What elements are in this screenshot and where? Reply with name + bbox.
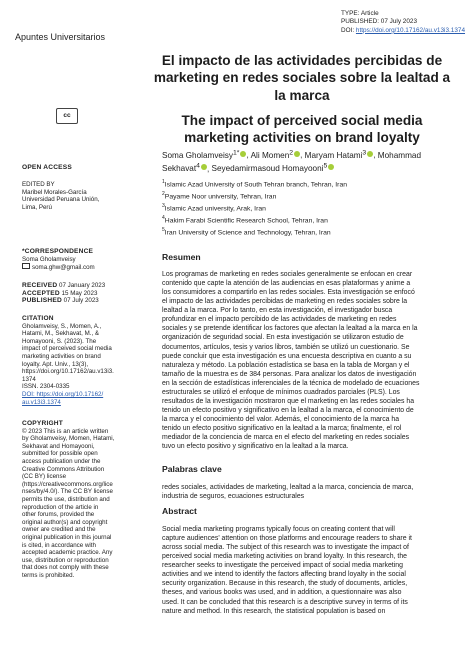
citation-line: loyalty. Apt. Univ., 13(3),: [22, 360, 89, 368]
citation-label: CITATION: [22, 315, 54, 322]
citation-line: Hatami, M., Sekhavat, M., &: [22, 330, 100, 338]
citation-block: [22, 315, 142, 406]
correspondence-block: [22, 248, 142, 272]
article-meta: [341, 10, 465, 35]
copyright-line: submitted for possible open: [22, 450, 98, 458]
affiliations: [162, 178, 458, 238]
accepted-row: ACCEPTED 15 May 2023: [22, 289, 98, 297]
correspondence-email[interactable]: soma.ghw@gmail.com: [32, 264, 95, 272]
published-row: PUBLISHED 07 July 2023: [22, 297, 99, 305]
cc-license-icon[interactable]: cc: [56, 108, 78, 124]
edited-by-label: EDITED BY: [22, 181, 55, 188]
orcid-icon[interactable]: [367, 151, 373, 157]
resumen-line: organización de seguridad social. En esta investigación se utilizaron estudio de: [162, 334, 404, 342]
orcid-icon[interactable]: [201, 164, 207, 170]
orcid-icon[interactable]: [328, 164, 334, 170]
citation-line: https://doi.org/10.17162/au.v13i3.: [22, 368, 114, 376]
resumen-line: documentos, artículos, tesis y varios libros, también se utilizó un cuestionario. Se: [162, 343, 410, 351]
copyright-line: is cited, in accordance with: [22, 541, 96, 549]
author: Maryam Hatami$^3$: [305, 151, 374, 160]
copyright-line: Sekhavat and Homayooni,: [22, 442, 95, 450]
author: Soma Gholamveisy$^{1*}$: [162, 151, 246, 160]
abstract-heading: Abstract: [162, 506, 197, 516]
resumen-line: la marca y el conocimiento del valor. Además, el conocimiento de la marca ha: [162, 416, 400, 423]
abstract-line: nature and method. In this research, the statistical population is based on: [162, 607, 386, 615]
resumen-line: mediador de la conciencia de marca en el efecto del marketing en redes sociales: [162, 434, 410, 442]
editor-name: Maribel Morales-García: [22, 188, 87, 196]
doi-label: DOI:: [341, 26, 355, 34]
doi-line: [341, 27, 465, 35]
citation-line: Gholamveisy, S., Momen, A.,: [22, 322, 102, 330]
journal-name: Apuntes Universitarios: [15, 32, 106, 42]
article-type: TYPE: Article: [341, 10, 379, 17]
resumen-line: tenido un efecto positivo significativo en la lealtad a la marca; finalmente, el rol: [162, 425, 402, 433]
resumen-line: contenido que capte la atención de las audiencias en esas plataformas y anime a: [162, 280, 411, 288]
copyright-line: (https://creativecommons.org/lice: [22, 480, 113, 488]
resumen-line: sociales y se pretende identificar los factores que afectan la lealtad a la marca en la: [162, 325, 418, 333]
doi-link[interactable]: https://doi.org/10.17162/au.v13i3.1374: [355, 26, 466, 34]
author: Ali Momen$^2$: [251, 151, 301, 160]
copyright-line: permits the use, distribution and: [22, 495, 110, 503]
abstract-line: activities and we intend to identify the factors affecting brand loyalty in the social: [162, 571, 406, 579]
citation-doi-link[interactable]: DOI: https://doi.org/10.17162/: [22, 390, 104, 398]
resumen-line: naturaleza y método. La población estadística se basa en la tabla de Morgan y el: [162, 361, 410, 369]
abstract-line: security organization. Because in this research, the study of documents, articles,: [162, 580, 408, 588]
affiliation: $^1$Islamic Azad University of South Tehran branch, Tehran, Iran: [162, 179, 348, 189]
copyright-line: (CC BY) license: [22, 473, 67, 481]
abstract-body: [162, 525, 458, 616]
editor-place: Lima, Perú: [22, 203, 52, 211]
copyright-line: original author(s) and copyright: [22, 518, 108, 526]
open-access-label: OPEN ACCESS: [22, 164, 72, 171]
resumen-line: estructurales se utilizó el enfoque de mínimos cuadrados parciales (PLS). Los: [162, 388, 400, 396]
copyright-line: reproduction of the article in: [22, 503, 99, 511]
copyright-line: Creative Commons Attribution: [22, 465, 105, 473]
resumen-line: lealtad a la marca. Por lo tanto, en esta investigación, el investigador busca: [162, 307, 393, 315]
keywords-line: redes sociales, actividades de marketing, lealtad a la marca, conciencia de marca,: [162, 484, 414, 491]
keywords-body: [162, 483, 458, 501]
copyright-line: © 2023 This is an article written: [22, 427, 109, 435]
keywords-heading: Palabras clave: [162, 464, 222, 474]
editor-block: [22, 181, 142, 211]
correspondence-email-row: [22, 263, 142, 272]
resumen-line: tenido un efecto positivo y significativo en la lealtad a la marca, el conocimiento de: [162, 406, 414, 414]
citation-line: 1374: [22, 375, 36, 383]
copyright-line: that does not comply with these: [22, 564, 109, 572]
resumen-line: el impacto de las actividades percibidas de marketing en redes sociales sobre la: [162, 298, 408, 306]
issn: ISSN. 2304-0335: [22, 383, 70, 391]
dates-block: [22, 282, 142, 305]
orcid-icon[interactable]: [294, 151, 300, 157]
copyright-line: other forums, provided the: [22, 511, 95, 519]
correspondence-name: Soma Gholamveisy: [22, 255, 76, 263]
copyright-block: [22, 420, 142, 579]
affiliation: $^4$Hakim Farabi Scientific Research School, Tehran, Iran: [162, 215, 328, 225]
abstract-line: researcher seeks to investigate the perceived impact of social media marketing: [162, 562, 403, 570]
orcid-icon[interactable]: [240, 151, 246, 157]
abstract-line: theses, and various books was used, and in addition, a questionnaire was also: [162, 589, 402, 597]
abstract-line: across social media. The subject of this research was to investigate the impact of: [162, 544, 409, 552]
resumen-line: resultados de la investigación mostraron que el marketing en las redes sociales ha: [162, 397, 415, 405]
abstract-line: capture audiences' attention on those platforms and encourage readers to share it: [162, 535, 412, 543]
citation-line: Homayooni, S. (2023). The: [22, 337, 97, 345]
affiliation: $^3$Islamic Azad university, Arak, Iran: [162, 203, 266, 213]
resumen-line: en la sección de estadísticas inferenciales de la técnica de modelado de ecuaciones: [162, 379, 420, 387]
mail-icon: [22, 263, 30, 269]
citation-line: marketing activities on brand: [22, 352, 101, 360]
keywords-line: industria de seguros, ecuaciones estructurales: [162, 493, 305, 501]
resumen-line: tamaño de la muestra es de 384 personas. Para analizar los datos de investigación: [162, 370, 417, 378]
received-row: RECEIVED 07 January 2023: [22, 282, 106, 289]
copyright-line: owner are credited and the: [22, 526, 96, 534]
resumen-line: Los programas de marketing en redes sociales generalmente se enfocan en crear: [162, 271, 413, 278]
title-english: The impact of perceived social media marketing activities on brand loyalty: [181, 113, 423, 146]
editor-affiliation: Universidad Peruana Unión,: [22, 196, 100, 204]
copyright-line: terms is prohibited.: [22, 571, 75, 579]
title-spanish: El impacto de las actividades percibidas de marketing en redes sociales sobre la lealtad a la marca: [153, 53, 451, 103]
copyright-line: original publication in this journal: [22, 533, 112, 541]
resumen-body: [162, 270, 458, 451]
copyright-line: access publication under the: [22, 457, 101, 465]
affiliation: $^5$Iran University of Science and Technology, Tehran, Iran: [162, 227, 331, 237]
author-list: Soma Gholamveisy$^{1*}$ , Ali Momen$^2$ , Maryam Hatami$^3$ , Mohammad Sekhavat$^4$ , Seyedamirmasoud Homayooni$^5$: [162, 149, 422, 174]
correspondence-label: *CORRESPONDENCE: [22, 248, 94, 255]
abstract-line: used. It can be concluded that this research is a descriptive survey in terms of its: [162, 598, 408, 606]
resumen-line: profundizar en el impacto percibido de las actividades de marketing en redes: [162, 316, 397, 324]
copyright-line: use, distribution or reproduction: [22, 556, 109, 564]
resumen-line: tuvo un efecto positivo y significativo en la lealtad a la marca.: [162, 443, 349, 451]
author: Seyedamirmasoud Homayooni$^5$: [212, 164, 335, 173]
abstract-line: perceived social media marketing activities on brand loyalty. In this research, the: [162, 553, 407, 561]
affiliation: $^2$Payame Noor university, Tehran, Iran: [162, 191, 277, 201]
citation-doi-link[interactable]: au.v13i3.1374: [22, 398, 61, 406]
published-line: PUBLISHED: 07 July 2023: [341, 18, 418, 26]
resumen-heading: Resumen: [162, 252, 201, 262]
copyright-line: nses/by/4.0/). The CC BY license: [22, 488, 113, 496]
copyright-label: COPYRIGHT: [22, 420, 63, 427]
copyright-line: accepted academic practice. Any: [22, 549, 113, 557]
author: Mohammad Sekhavat$^4$: [162, 150, 422, 174]
resumen-line: puede concluir que esta investigación es una encuesta descriptiva en cuanto a su: [162, 352, 412, 360]
copyright-line: by Gholamveisy, Momen, Hatami,: [22, 435, 115, 443]
resumen-line: los consumidores a compartirlo en las redes sociales. Esta investigación se enfocó: [162, 289, 415, 297]
citation-line: impact of perceived social media: [22, 345, 112, 353]
abstract-line: Social media marketing programs typically focus on creating content that will: [162, 526, 395, 533]
